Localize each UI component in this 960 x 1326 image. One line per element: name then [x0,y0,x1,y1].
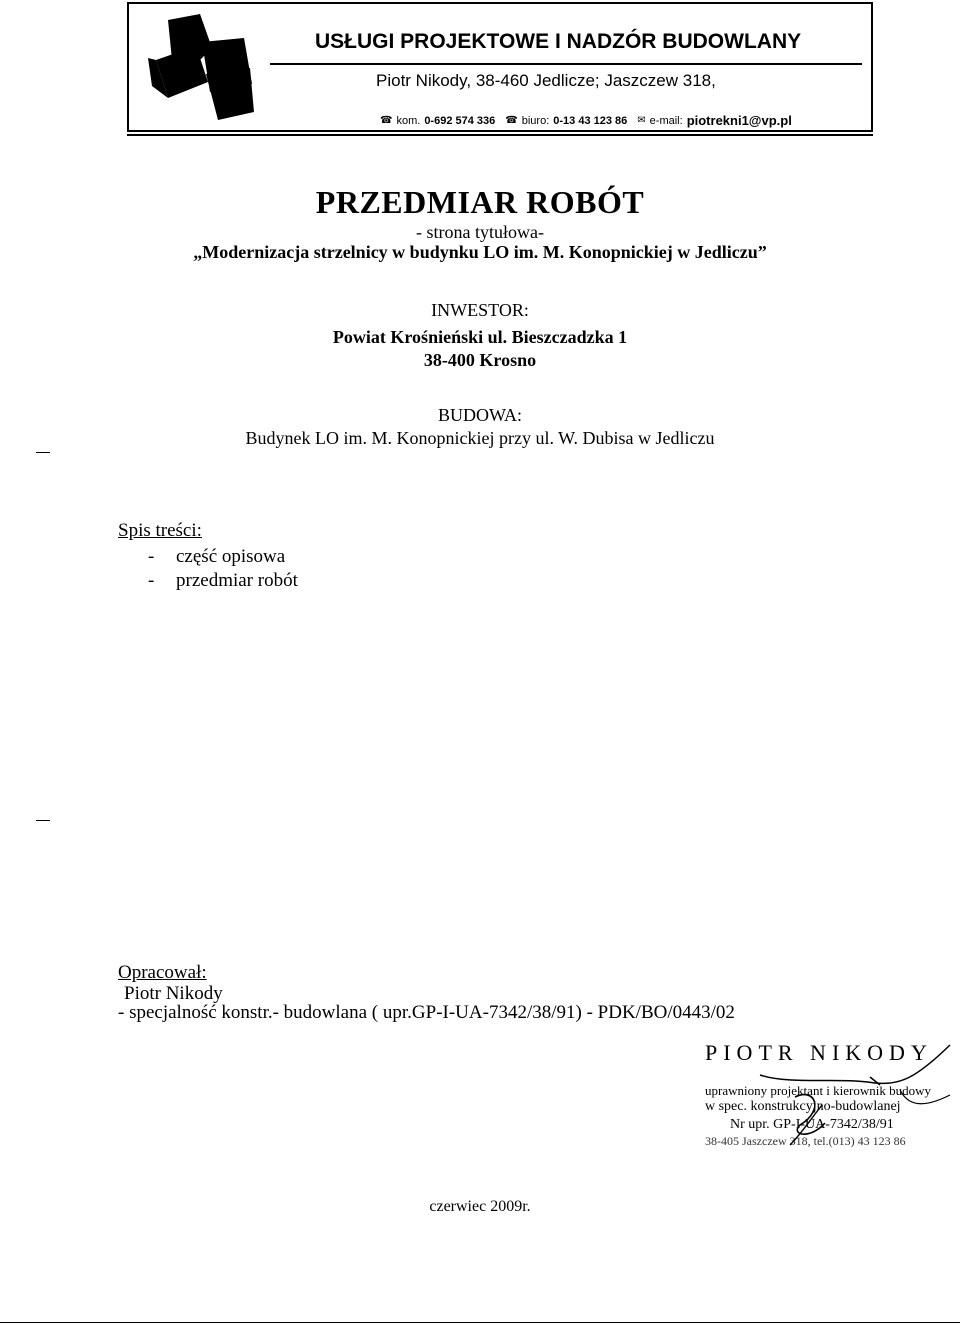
company-rule [270,63,862,65]
investor-label: INWESTOR: [431,300,529,320]
signature [700,1035,960,1160]
contact-line [374,113,792,128]
stamp-line: uprawniony projektant i kierownik budowy [705,1083,932,1098]
letterhead-bottom-rule [127,134,873,136]
email-label: e-mail: [649,114,683,127]
document-title: PRZEDMIAR ROBÓT [315,184,645,220]
document-date: czerwiec 2009r. [429,1198,531,1215]
prepared-name: Piotr Nikody [124,983,223,1004]
office-number: 0-13 43 123 86 [553,114,628,127]
building-name: Budynek LO im. M. Konopnickiej przy ul. W. Dubisa w Jedliczu [245,428,715,448]
document-subtitle: - strona tytułowa- [416,222,544,242]
toc-heading: Spis treści: [118,520,202,541]
investor-name: Powiat Krośnieński ul. Bieszczadzka 1 [332,327,628,347]
mobile-number: 0-692 574 336 [424,114,496,127]
scan-mark [36,820,50,821]
mail-icon: ✉ [637,115,646,126]
company-name: USŁUGI PROJEKTOWE I NADZÓR BUDOWLANY [315,30,802,53]
phone-icon: ☎ [505,115,518,126]
company-logo [148,12,258,124]
toc-item: - przedmiar robót [148,569,298,593]
toc-item: - część opisowa [148,545,298,569]
investor-city: 38-400 Krosno [423,350,537,370]
stamp-line: 38-405 Jaszczew 318, tel.(013) 43 123 86 [705,1134,906,1148]
email-address: piotrekni1@vp.pl [686,113,792,128]
toc-list [148,545,298,593]
prepared-specialty: - specjalność konstr.- budowlana ( upr.GP-I-UA-7342/38/91) - PDK/BO/0443/02 [118,1002,735,1023]
page-bottom-rule [0,1322,960,1323]
building-label: BUDOWA: [438,405,522,425]
company-address: Piotr Nikody, 38-460 Jedlicze; Jaszczew 318, [376,71,716,90]
office-label: biuro: [521,114,550,127]
mobile-label: kom. [396,114,421,127]
scan-mark [36,452,50,453]
stamp-name: PIOTR NIKODY [705,1040,933,1065]
stamp-line: Nr upr. GP-I-UA-7342/38/91 [730,1117,894,1132]
phone-icon: ☎ [380,115,393,126]
prepared-heading: Opracował: [118,962,207,983]
project-name: „Modernizacja strzelnicy w budynku LO im. M. Konopnickiej w Jedliczu” [193,242,767,262]
stamp-line: w spec. konstrukcyjno-budowlanej [705,1099,901,1114]
